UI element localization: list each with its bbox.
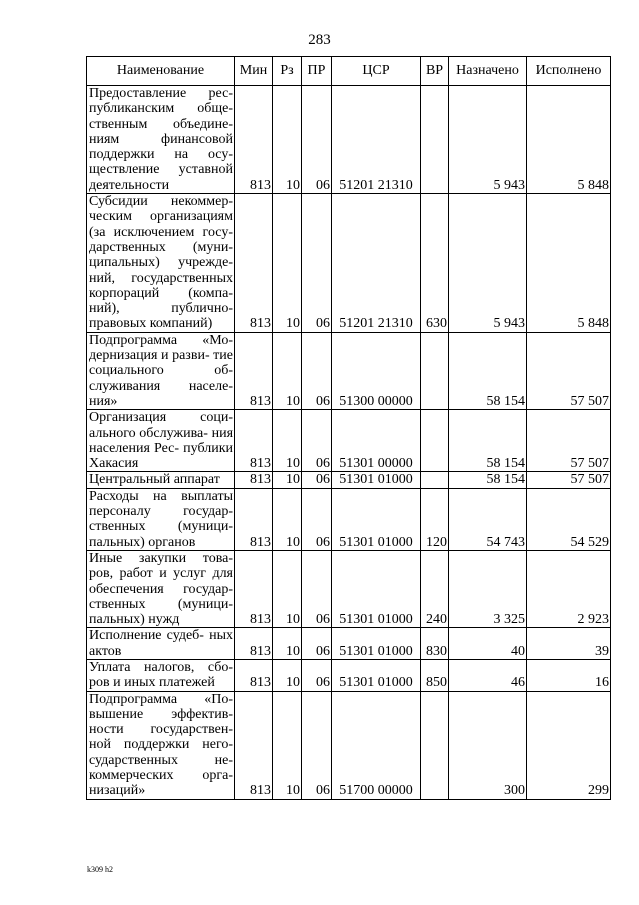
cell-name xyxy=(87,194,235,333)
name-line: ний, государственных xyxy=(89,270,233,286)
col-header-min: Мин xyxy=(235,57,273,86)
cell-pr: 06 xyxy=(302,410,332,472)
cell-min: 813 xyxy=(235,628,273,660)
cell-rz: 10 xyxy=(273,194,302,333)
cell-vr: 850 xyxy=(421,659,449,691)
cell-assigned: 3 325 xyxy=(449,550,527,627)
table-row xyxy=(87,472,611,488)
cell-assigned: 46 xyxy=(449,659,527,691)
table-row xyxy=(87,691,611,799)
table-row xyxy=(87,659,611,691)
name-line: Организация соци- xyxy=(89,410,233,426)
cell-rz: 10 xyxy=(273,628,302,660)
name-line: Иные закупки това- xyxy=(89,550,233,566)
cell-csr: 51301 01000 xyxy=(332,628,421,660)
name-line: служивания населе- xyxy=(89,378,233,394)
name-line: коммерческих орга- xyxy=(89,768,233,784)
cell-pr: 06 xyxy=(302,472,332,488)
table-row xyxy=(87,194,611,333)
cell-csr: 51301 01000 xyxy=(332,472,421,488)
cell-executed: 39 xyxy=(527,628,611,660)
cell-executed: 2 923 xyxy=(527,550,611,627)
cell-min: 813 xyxy=(235,410,273,472)
table-body xyxy=(87,86,611,800)
cell-pr: 06 xyxy=(302,550,332,627)
budget-table xyxy=(86,56,611,800)
cell-pr: 06 xyxy=(302,194,332,333)
cell-rz: 10 xyxy=(273,472,302,488)
cell-vr xyxy=(421,332,449,409)
table-row xyxy=(87,550,611,627)
cell-csr: 51301 01000 xyxy=(332,488,421,550)
name-line: ности государствен- xyxy=(89,722,233,738)
table-row xyxy=(87,488,611,550)
cell-rz: 10 xyxy=(273,332,302,409)
name-line: ственных (муници- xyxy=(89,519,233,535)
cell-pr: 06 xyxy=(302,628,332,660)
cell-name xyxy=(87,332,235,409)
table-row xyxy=(87,332,611,409)
name-line: публики Хакасия xyxy=(89,440,234,472)
cell-vr xyxy=(421,86,449,194)
cell-rz: 10 xyxy=(273,488,302,550)
name-line: Центральный аппарат xyxy=(89,472,220,488)
cell-name xyxy=(87,410,235,472)
cell-vr xyxy=(421,472,449,488)
name-line: ального обслужива- xyxy=(89,425,208,441)
name-line: публиканским обще- xyxy=(89,101,233,117)
name-line: правовых компаний) xyxy=(89,316,213,332)
cell-assigned: 58 154 xyxy=(449,472,527,488)
name-line: дарственных (муни- xyxy=(89,239,233,255)
cell-rz: 10 xyxy=(273,86,302,194)
col-header-rz: Рз xyxy=(273,57,302,86)
cell-assigned: 5 943 xyxy=(449,86,527,194)
name-line: тие социального об- xyxy=(89,348,233,379)
cell-min: 813 xyxy=(235,194,273,333)
cell-csr: 51700 00000 xyxy=(332,691,421,799)
name-line: Расходы на выплаты xyxy=(89,488,233,504)
name-line: ных актов xyxy=(89,628,234,659)
name-line: ществление уставной xyxy=(89,162,233,178)
cell-min: 813 xyxy=(235,488,273,550)
cell-csr: 51301 01000 xyxy=(332,659,421,691)
name-line: ственным объедине- xyxy=(89,116,233,132)
cell-assigned: 54 743 xyxy=(449,488,527,550)
footer-code: k309 h2 xyxy=(87,865,113,874)
name-line: обеспечения государ- xyxy=(89,581,233,597)
page-number: 283 xyxy=(308,32,331,48)
cell-executed: 57 507 xyxy=(527,332,611,409)
cell-min: 813 xyxy=(235,472,273,488)
col-header-pr: ПР xyxy=(302,57,332,86)
cell-assigned: 58 154 xyxy=(449,332,527,409)
name-line: низаций» xyxy=(89,783,146,799)
cell-executed: 57 507 xyxy=(527,410,611,472)
cell-pr: 06 xyxy=(302,332,332,409)
cell-executed: 16 xyxy=(527,659,611,691)
cell-pr: 06 xyxy=(302,691,332,799)
cell-assigned: 5 943 xyxy=(449,194,527,333)
cell-vr: 120 xyxy=(421,488,449,550)
cell-executed: 57 507 xyxy=(527,472,611,488)
cell-vr: 240 xyxy=(421,550,449,627)
name-line: поддержки на осу- xyxy=(89,147,233,163)
name-line: ческим организациям xyxy=(89,209,233,225)
cell-csr: 51201 21310 xyxy=(332,194,421,333)
name-line: корпораций (компа- xyxy=(89,285,233,301)
col-header-executed: Исполнено xyxy=(527,57,611,86)
name-line: ственных (муници- xyxy=(89,596,233,612)
cell-name xyxy=(87,550,235,627)
cell-min: 813 xyxy=(235,332,273,409)
cell-rz: 10 xyxy=(273,410,302,472)
cell-rz: 10 xyxy=(273,659,302,691)
cell-min: 813 xyxy=(235,659,273,691)
cell-vr xyxy=(421,691,449,799)
col-header-name: Наименование xyxy=(87,57,235,86)
cell-executed: 54 529 xyxy=(527,488,611,550)
cell-assigned: 40 xyxy=(449,628,527,660)
cell-name xyxy=(87,488,235,550)
cell-name xyxy=(87,659,235,691)
name-line: (за исключением госу- xyxy=(89,224,233,240)
name-line: Подпрограмма «Мо- xyxy=(89,332,233,348)
name-line: пальных) нужд xyxy=(89,612,180,628)
name-line: ров и иных платежей xyxy=(89,675,215,691)
cell-name xyxy=(87,86,235,194)
cell-rz: 10 xyxy=(273,550,302,627)
table-row xyxy=(87,86,611,194)
name-line: вышение эффектив- xyxy=(89,706,233,722)
cell-assigned: 58 154 xyxy=(449,410,527,472)
table-header-row xyxy=(87,57,611,86)
name-line: ниям финансовой xyxy=(89,131,233,147)
cell-executed: 299 xyxy=(527,691,611,799)
name-line: дернизация и разви- xyxy=(89,348,210,364)
cell-executed: 5 848 xyxy=(527,86,611,194)
cell-csr: 51301 01000 xyxy=(332,550,421,627)
cell-csr: 51201 21310 xyxy=(332,86,421,194)
table-row xyxy=(87,628,611,660)
name-line: деятельности xyxy=(89,177,170,193)
name-line: ципальных) учрежде- xyxy=(89,255,233,271)
table-row xyxy=(87,410,611,472)
name-line: ной поддержки него- xyxy=(89,737,233,753)
name-line: сударственных не- xyxy=(89,752,233,768)
cell-vr: 830 xyxy=(421,628,449,660)
name-line: Предоставление рес- xyxy=(89,86,233,101)
cell-min: 813 xyxy=(235,691,273,799)
cell-pr: 06 xyxy=(302,488,332,550)
cell-pr: 06 xyxy=(302,86,332,194)
cell-name xyxy=(87,628,235,660)
col-header-vr: ВР xyxy=(421,57,449,86)
cell-executed: 5 848 xyxy=(527,194,611,333)
name-line: Уплата налогов, сбо- xyxy=(89,659,233,675)
name-line: ний), публично- xyxy=(89,301,233,317)
cell-csr: 51301 00000 xyxy=(332,410,421,472)
cell-vr: 630 xyxy=(421,194,449,333)
name-line: ния» xyxy=(89,393,118,409)
name-line: пальных) органов xyxy=(89,534,196,550)
cell-name xyxy=(87,691,235,799)
col-header-assigned: Назначено xyxy=(449,57,527,86)
name-line: Исполнение судеб- xyxy=(89,628,204,644)
cell-min: 813 xyxy=(235,550,273,627)
name-line: Субсидии некоммер- xyxy=(89,194,233,210)
cell-name xyxy=(87,472,235,488)
cell-pr: 06 xyxy=(302,659,332,691)
cell-csr: 51300 00000 xyxy=(332,332,421,409)
name-line: Подпрограмма «По- xyxy=(89,691,233,707)
col-header-csr: ЦСР xyxy=(332,57,421,86)
cell-vr xyxy=(421,410,449,472)
name-line: ров, работ и услуг для xyxy=(89,566,233,582)
cell-rz: 10 xyxy=(273,691,302,799)
name-line: персоналу государ- xyxy=(89,504,233,520)
name-line: ния населения Рес- xyxy=(89,425,234,456)
cell-assigned: 300 xyxy=(449,691,527,799)
cell-min: 813 xyxy=(235,86,273,194)
